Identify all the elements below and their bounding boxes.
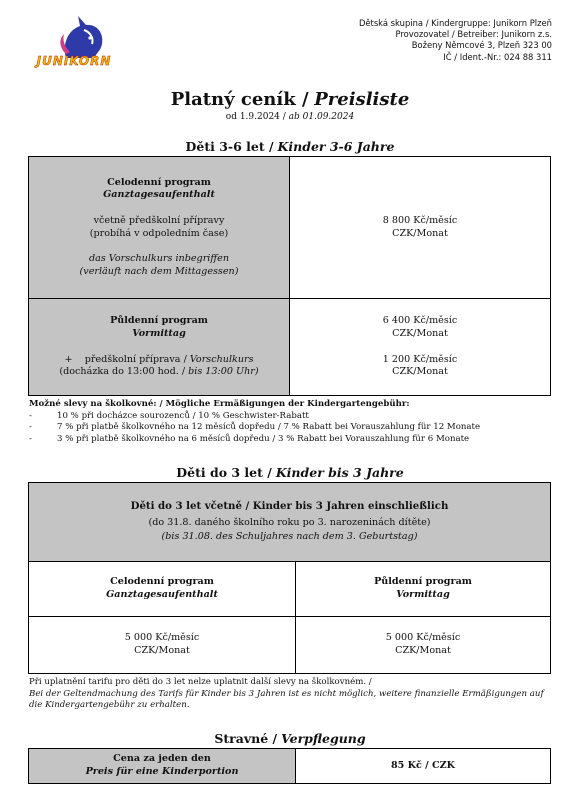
price-cell: 5 000 Kč/měsíc CZK/Monat: [29, 617, 296, 674]
meal-label-cell: Cena za jeden den Preis für eine Kinderportion: [29, 749, 296, 784]
table-row: [29, 749, 551, 784]
program-cell: Půldenní program Vormittag + předškolní příprava / Vorschulkurs (docházka do 13:00 hod. / bis 13:00 Uhr): [29, 299, 290, 396]
table-row: [29, 562, 551, 617]
price-cell: 8 800 Kč/měsíc CZK/Monat: [290, 157, 551, 299]
tariff-note: Při uplatnění tarifu pro děti do 3 let nelze uplatnit další slevy na školkovném. / Bei der Geltendmachung des Tarifs für Kinder bis 3 Jahren ist es nicht möglich, weitere finanzielle Ermäßigungen auf die Kindergartengebühr zu erhalten.: [29, 677, 544, 711]
address-line: IČ / Ident.-Nr.: 024 88 311: [443, 51, 552, 62]
price-table-under-3: [28, 482, 551, 674]
list-item: - 10 % při docházce sourozenců / 10 % Geschwister-Rabatt: [29, 410, 309, 421]
table-row: [29, 299, 551, 396]
section-heading: Stravné / Verpflegung: [214, 731, 366, 746]
table-row: [29, 617, 551, 674]
address-line: Boženy Němcové 3, Plzeň 323 00: [411, 40, 552, 51]
price-cell: 5 000 Kč/měsíc CZK/Monat: [296, 617, 551, 674]
program-cell: Půldenní program Vormittag: [296, 562, 551, 617]
list-item: - 7 % při platbě školkovného na 12 měsíců dopředu / 7 % Rabatt bei Vorauszahlung für 12 Monate: [29, 422, 481, 433]
meal-price-cell: 85 Kč / CZK: [296, 749, 551, 784]
program-cell: Celodenní program Ganztagesaufenthalt: [29, 562, 296, 617]
section-heading: Děti 3-6 let / Kinder 3-6 Jahre: [185, 139, 395, 154]
page-subtitle: od 1.9.2024 / ab 01.09.2024: [225, 112, 355, 122]
table-row: [29, 483, 551, 562]
address-block: [292, 18, 552, 63]
logo-wordmark: JUNIKORN: [36, 54, 112, 68]
address-line: Dětská skupina / Kindergruppe: Junikorn Plzeň: [358, 18, 552, 28]
discounts-list: Možné slevy na školkovné: / Mögliche Ermäßigungen der Kindergartengebühr: - 10 % při docházce sourozenců / 10 % Geschwister-Rabatt - 7 % při platbě školkovného na 12 měsíců dopředu / 7 % Rabatt bei Vorauszahlung für 12 Monate - 3 % při platbě školkovného na 6 měsíců dopředu / 3 % Rabatt bei Vorauszahlung für 6 Monate: [29, 399, 559, 445]
price-table-3-6: [28, 156, 551, 396]
price-cell: 6 400 Kč/měsíc CZK/Monat 1 200 Kč/měsíc CZK/Monat: [290, 299, 551, 396]
page-title: Platný ceník / Preisliste: [170, 89, 410, 110]
program-cell: Celodenní program Ganztagesaufenthalt včetně předškolní přípravy (probíhá v odpoledním čase) das Vorschulkurs inbegriffen (verläuft nach dem Mittagessen): [29, 157, 290, 299]
meal-price-table: [28, 748, 551, 784]
address-line: Provozovatel / Betreiber: Junikorn z.s.: [395, 29, 552, 40]
list-item: - 3 % při platbě školkovného na 6 měsíců dopředu / 3 % Rabatt bei Vorauszahlung für 6 Monate: [29, 433, 470, 444]
section-heading: Děti do 3 let / Kinder bis 3 Jahre: [176, 465, 404, 480]
table-row: [29, 157, 551, 299]
header-cell: Děti do 3 let včetně / Kinder bis 3 Jahren einschließlich (do 31.8. daného školního roku po 3. narozeninách dítěte) (bis 31.08. des Schuljahres nach dem 3. Geburtstag): [29, 483, 551, 562]
